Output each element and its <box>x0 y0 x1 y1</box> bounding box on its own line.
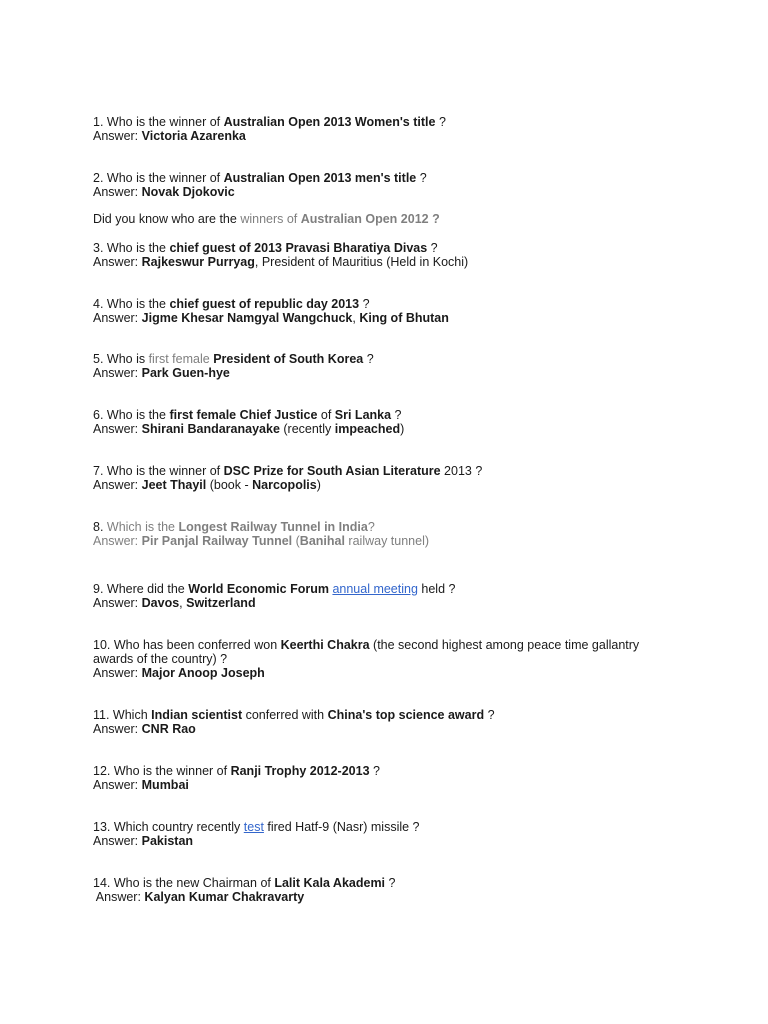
question-link-text[interactable]: Which is the <box>106 520 179 534</box>
answer-label: Answer: <box>93 534 142 548</box>
question-keyword[interactable]: Longest Railway Tunnel in India <box>178 520 368 534</box>
question-text: 3. Who is the <box>93 241 170 255</box>
answer-10 <box>93 666 265 680</box>
question-text: conferred with <box>242 708 328 722</box>
question-text: 2013 ? <box>440 464 483 478</box>
question-11 <box>93 708 495 722</box>
question-text: 7. Who is the winner of <box>93 464 224 478</box>
answer-value: Banihal <box>299 534 345 548</box>
question-keyword: President of South Korea <box>213 352 364 366</box>
question-text: 10. Who has been conferred won <box>93 638 281 652</box>
question-keyword: Lalit Kala Akademi <box>274 876 386 890</box>
answer-value: Victoria Azarenka <box>141 129 246 143</box>
question-keyword: Sri Lanka <box>334 408 392 422</box>
answer-2 <box>93 185 235 199</box>
question-text: 12. Who is the winner of <box>93 764 231 778</box>
question-text: ? <box>359 297 370 311</box>
question-text: ? <box>427 241 438 255</box>
question-link-text[interactable]: first female <box>148 352 210 366</box>
answer-value: Mumbai <box>141 778 189 792</box>
question-1 <box>93 115 446 129</box>
question-text: 14. Who is the new Chairman of <box>93 876 275 890</box>
answer-value: King of Bhutan <box>359 311 449 325</box>
test-link[interactable]: test <box>243 820 264 834</box>
note-text: ? <box>428 212 440 226</box>
answer-value: Rajkeswur Purryag <box>141 255 255 269</box>
question-text: ? <box>385 876 396 890</box>
question-13 <box>93 820 420 834</box>
answer-text: (recently <box>279 422 335 436</box>
question-keyword: Australian Open 2013 men's title <box>223 171 417 185</box>
did-you-know-note <box>93 212 440 226</box>
answer-label: Answer: <box>93 778 142 792</box>
question-text: 2. Who is the winner of <box>93 171 224 185</box>
answer-value: Major Anoop Joseph <box>141 666 265 680</box>
answer-3 <box>93 255 468 269</box>
question-text: 5. Who is <box>93 352 149 366</box>
question-5 <box>93 352 374 366</box>
answer-label: Answer: <box>93 311 142 325</box>
answer-value: Switzerland <box>186 596 256 610</box>
question-text: (the second highest among peace time gallantry awards of the country) ? <box>93 638 640 666</box>
answer-8 <box>93 534 429 548</box>
question-keyword: China's top science award <box>327 708 485 722</box>
answer-value: CNR Rao <box>141 722 196 736</box>
answer-label: Answer: <box>93 129 142 143</box>
answer-label: Answer: <box>93 666 142 680</box>
answer-12 <box>93 778 189 792</box>
question-text: ? <box>484 708 495 722</box>
answer-text: (book - <box>206 478 253 492</box>
question-14 <box>93 876 395 890</box>
question-7 <box>93 464 482 478</box>
answer-text: railway tunnel) <box>344 534 430 548</box>
question-6 <box>93 408 402 422</box>
question-text: ? <box>367 520 375 534</box>
answer-text: ( <box>292 534 300 548</box>
question-text: ? <box>391 408 402 422</box>
question-keyword: chief guest of republic day 2013 <box>169 297 360 311</box>
answer-text: , <box>179 596 187 610</box>
question-text: ? <box>435 115 446 129</box>
answer-14 <box>93 890 304 904</box>
answer-4 <box>93 311 449 325</box>
question-keyword: first female Chief Justice <box>169 408 318 422</box>
answer-7 <box>93 478 321 492</box>
question-keyword: World Economic Forum <box>188 582 329 596</box>
question-text: ? <box>369 764 380 778</box>
answer-label: Answer: <box>93 422 142 436</box>
question-text: 13. Which country recently <box>93 820 244 834</box>
answer-value: Pakistan <box>141 834 194 848</box>
answer-value: impeached <box>334 422 401 436</box>
answer-1 <box>93 129 246 143</box>
answer-label: Answer: <box>93 596 142 610</box>
answer-label: Answer: <box>93 185 142 199</box>
question-keyword: Keerthi Chakra <box>280 638 370 652</box>
question-text: fired Hatf-9 (Nasr) missile ? <box>263 820 420 834</box>
answer-9 <box>93 596 256 610</box>
question-8 <box>93 520 375 534</box>
question-4 <box>93 297 370 311</box>
answer-label: Answer: <box>93 478 142 492</box>
question-text: held ? <box>417 582 456 596</box>
question-text: 1. Who is the winner of <box>93 115 224 129</box>
answer-6 <box>93 422 404 436</box>
answer-label: Answer: <box>93 722 142 736</box>
question-keyword: Indian scientist <box>151 708 243 722</box>
answer-value: Jeet Thayil <box>141 478 207 492</box>
answer-value: Shirani Bandaranayake <box>141 422 280 436</box>
question-keyword: chief guest of 2013 Pravasi Bharatiya Divas <box>169 241 428 255</box>
question-text: 9. Where did the <box>93 582 189 596</box>
answer-label: Answer: <box>93 890 145 904</box>
answer-text: , President of Mauritius (Held in Kochi) <box>254 255 469 269</box>
question-keyword: Ranji Trophy 2012-2013 <box>230 764 370 778</box>
question-9 <box>93 582 455 596</box>
answer-value: Kalyan Kumar Chakravarty <box>144 890 305 904</box>
question-text: 4. Who is the <box>93 297 170 311</box>
annual-meeting-link[interactable]: annual meeting <box>332 582 418 596</box>
question-text: 11. Which <box>93 708 152 722</box>
answer-5 <box>93 366 230 380</box>
answer-value: Novak Djokovic <box>141 185 235 199</box>
answer-value: Davos <box>141 596 180 610</box>
note-link-keyword[interactable]: Australian Open 2012 <box>300 212 429 226</box>
answer-value: Park Guen-hye <box>141 366 230 380</box>
answer-value: Pir Panjal Railway Tunnel <box>141 534 293 548</box>
question-12 <box>93 764 380 778</box>
question-text: ? <box>416 171 427 185</box>
question-text: 6. Who is the <box>93 408 170 422</box>
answer-13 <box>93 834 193 848</box>
question-text: ? <box>363 352 374 366</box>
answer-value: Narcopolis <box>252 478 317 492</box>
answer-11 <box>93 722 196 736</box>
question-2 <box>93 171 427 185</box>
note-link-text[interactable]: winners of <box>240 212 301 226</box>
answer-label: Answer: <box>93 255 142 269</box>
answer-text: ) <box>400 422 405 436</box>
answer-text: ) <box>316 478 321 492</box>
answer-value: Jigme Khesar Namgyal Wangchuck <box>141 311 353 325</box>
answer-text: , <box>352 311 360 325</box>
question-keyword: DSC Prize for South Asian Literature <box>223 464 441 478</box>
question-keyword: Australian Open 2013 Women's title <box>223 115 436 129</box>
answer-label: Answer: <box>93 834 142 848</box>
question-text: 8. <box>93 520 107 534</box>
question-10 <box>93 638 673 666</box>
question-text: of <box>317 408 335 422</box>
note-text: Did you know who are the <box>93 212 241 226</box>
answer-label: Answer: <box>93 366 142 380</box>
question-3 <box>93 241 438 255</box>
